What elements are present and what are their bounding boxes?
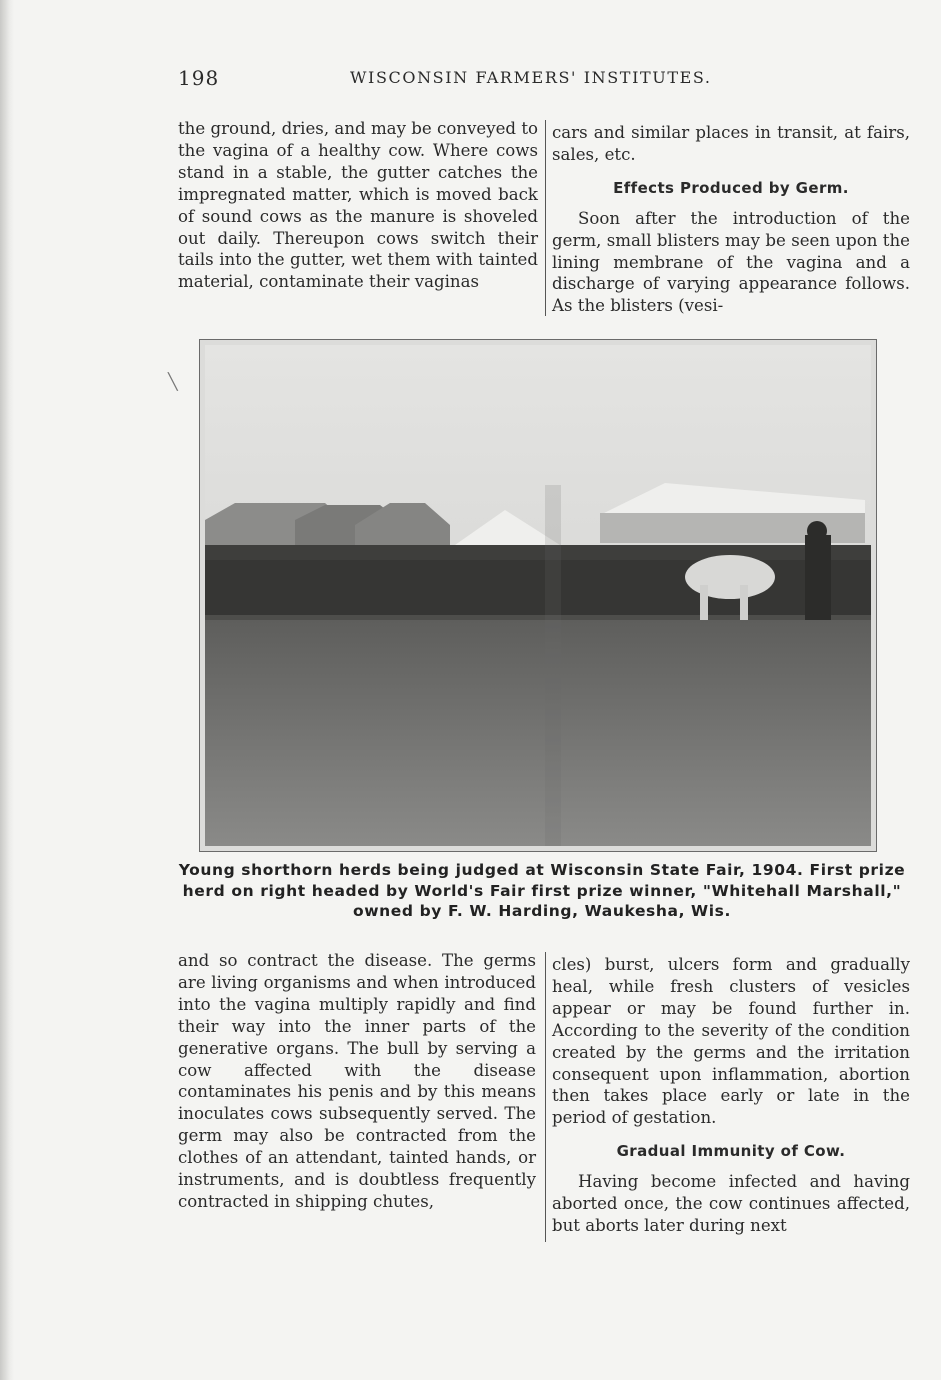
bottom-left-column <box>178 950 536 1213</box>
top-right-column <box>552 122 910 317</box>
body-text: Soon after the introduction of the germ, small blisters may be seen upon the lining membrane of the vagina and a discharge of varying appearance follows. As the blisters (vesi- <box>552 208 910 316</box>
bottom-right-column <box>552 954 910 1237</box>
body-text: Having become infected and having aborted once, the cow continues affected, but aborts later during next <box>552 1172 910 1235</box>
body-text: cles) burst, ulcers form and gradually heal, while fresh clusters of vesicles appear or may be found further in. According to the severity of the condition created by the germs and the irritation consequent upon inflammation, abortion then takes place early or late in the period of gestation. <box>552 955 910 1128</box>
column-rule <box>545 120 546 316</box>
herd-judging-photo <box>205 345 871 846</box>
stray-mark: ╲ <box>168 372 178 391</box>
page-edge-shadow <box>0 0 14 1380</box>
halftone-photo <box>199 339 877 852</box>
photo-caption: Young shorthorn herds being judged at Wisconsin State Fair, 1904. First prize herd on right headed by World's Fair first prize winner, "Whitehall Marshall," owned by F. W. Harding, Waukesha, Wis. <box>178 861 906 920</box>
body-text: cars and similar places in transit, at fairs, sales, etc. <box>552 123 910 164</box>
running-title: WISCONSIN FARMERS' INSTITUTES. <box>350 68 712 87</box>
section-heading: Effects Produced by Germ. <box>613 178 849 197</box>
page-header <box>178 66 740 96</box>
section-heading: Gradual Immunity of Cow. <box>616 1142 846 1161</box>
body-text: the ground, dries, and may be conveyed to the vagina of a healthy cow. Where cows stand in a stable, the gutter catches the impregnated matter, which is moved back of sound cows as the manure is shoveled out daily. Thereupon cows switch their tails into the gutter, wet them with tainted material, contaminate their vaginas <box>178 119 538 292</box>
top-left-column <box>178 118 538 293</box>
page-number: 198 <box>178 66 220 90</box>
column-rule <box>545 952 546 1242</box>
body-text: and so contract the disease. The germs are living organisms and when introduced into the vagina multiply rapidly and find their way into the inner parts of the generative organs. The bull by serving a cow affected with the disease contaminates his penis and by this means inoculates cows subsequently served. The germ may also be contracted from the clothes of an attendant, tainted hands, or instruments, and is doubtless frequently contracted in shipping chutes, <box>178 951 536 1211</box>
